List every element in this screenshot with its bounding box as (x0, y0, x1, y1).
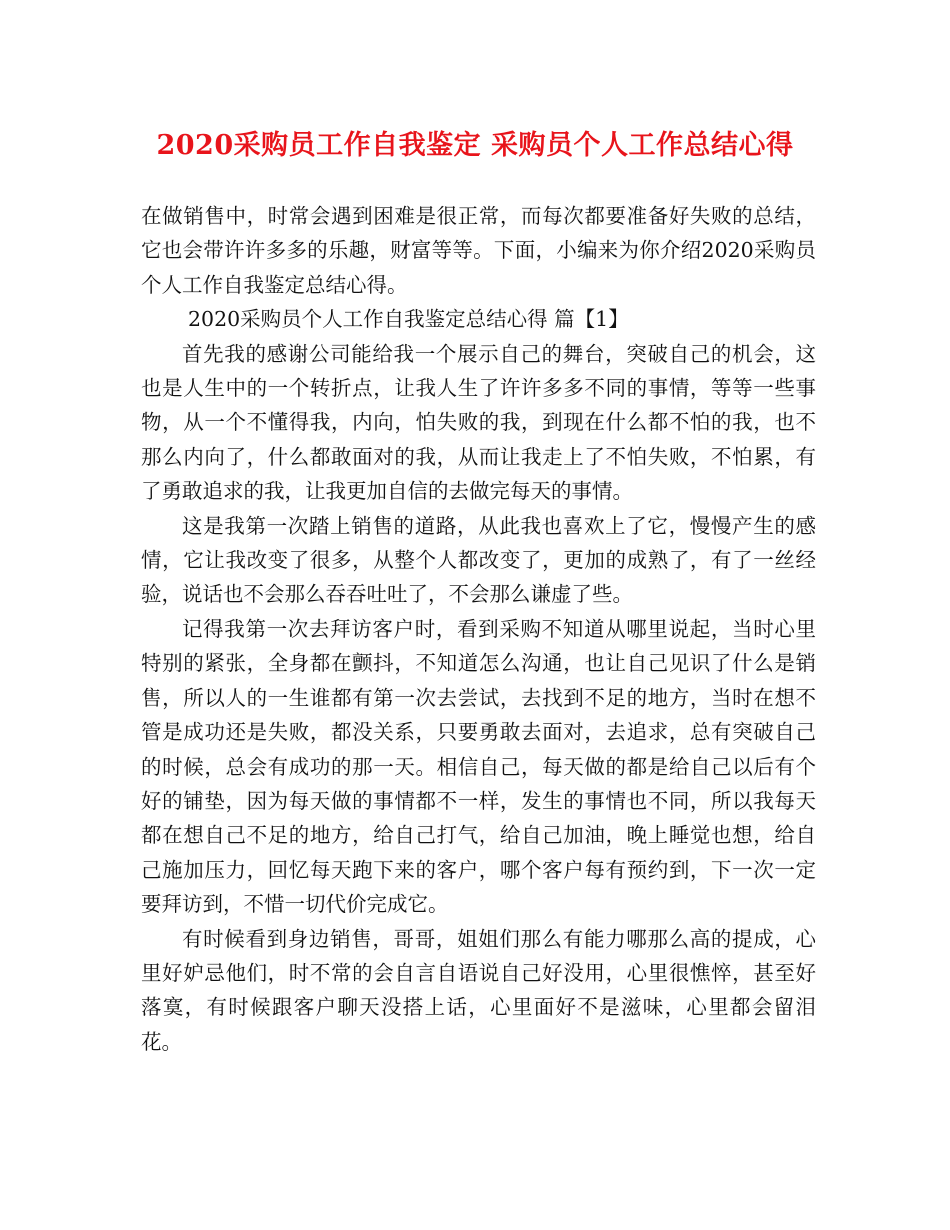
document-title: 2020采购员工作自我鉴定 采购员个人工作总结心得 (156, 130, 794, 161)
body-paragraph: 首先我的感谢公司能给我一个展示自己的舞台，突破自己的机会，这也是人生中的一个转折点，让我人生了许许多多不同的事情，等等一些事物，从一个不懂得我，内向，怕失败的我，到现在什么都不怕的我，也不那么内向了，什么都敢面对的我，从而让我走上了不怕失败，不怕累，有了勇敢追求的我，让我更加自信的去做完每天的事情。 (141, 341, 816, 504)
body-paragraph: 记得我第一次去拜访客户时，看到采购不知道从哪里说起，当时心里特别的紧张，全身都在颤抖，不知道怎么沟通，也让自己见识了什么是销售，所以人的一生谁都有第一次去尝试，去找到不足的地方，当时在想不管是成功还是失败，都没关系，只要勇敢去面对，去追求，总有突破自己的时候，总会有成功的那一天。相信自己，每天做的都是给自己以后有个好的铺垫，因为每天做的事情都不一样，发生的事情也不同，所以我每天都在想自己不足的地方，给自己打气，给自己加油，晚上睡觉也想，给自己施加压力，回忆每天跑下来的客户，哪个客户每有预约到，下一次一定要拜访到，不惜一切代价完成它。 (141, 616, 816, 917)
body-paragraph: 这是我第一次踏上销售的道路，从此我也喜欢上了它，慢慢产生的感情，它让我改变了很多，从整个人都改变了，更加的成熟了，有了一丝经验，说话也不会那么吞吞吐吐了，不会那么谦虚了些。 (141, 513, 816, 607)
intro-paragraph: 在做销售中，时常会遇到困难是很正常，而每次都要准备好失败的总结，它也会带许许多多的乐趣，财富等等。下面，小编来为你介绍2020采购员个人工作自我鉴定总结心得。 (141, 204, 816, 297)
body-paragraph: 有时候看到身边销售，哥哥，姐姐们那么有能力哪那么高的提成，心里好妒忌他们，时不常的会自言自语说自己好没用，心里很憔悴，甚至好落寞，有时候跟客户聊天没搭上话，心里面好不是滋味，心里都会留泪花。 (141, 926, 816, 1054)
section-heading: 2020采购员个人工作自我鉴定总结心得 篇【1】 (188, 307, 629, 332)
document-body (141, 199, 816, 1059)
